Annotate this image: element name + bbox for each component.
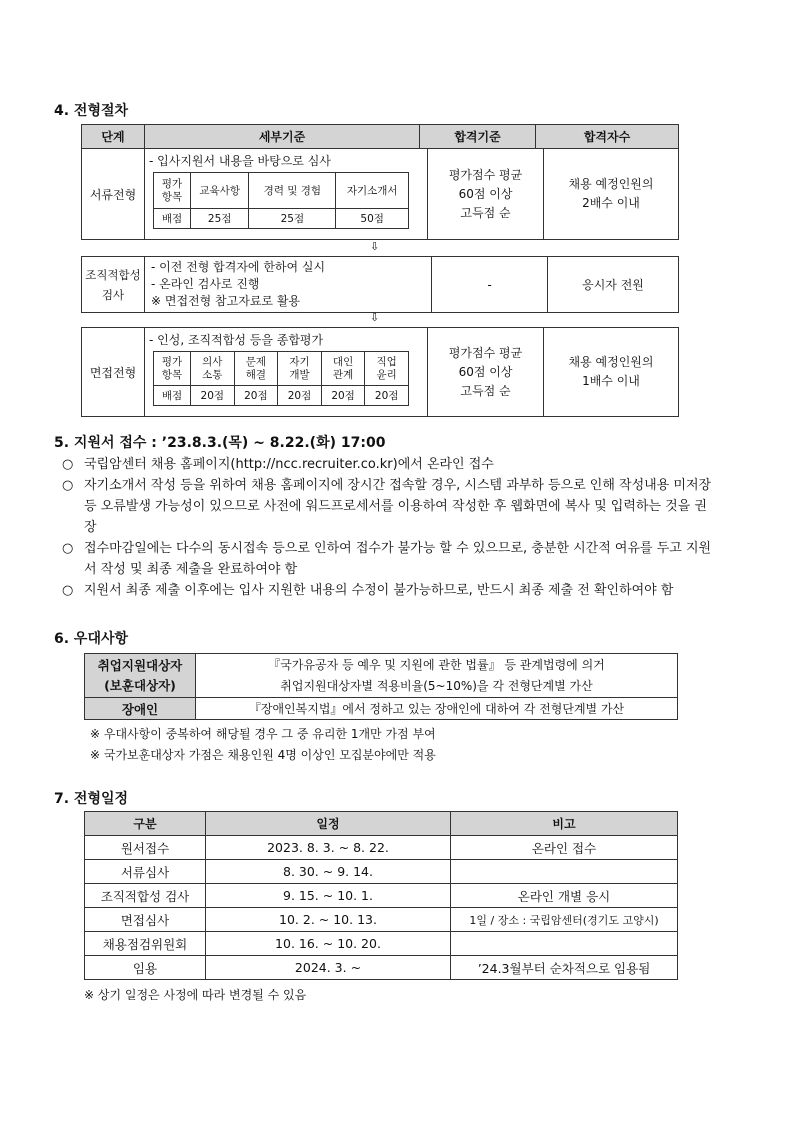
- application-notes-list: [62, 454, 712, 601]
- schedule-date: 2023. 8. 3. ~ 8. 22.: [206, 836, 451, 860]
- stage-interview-desc: - 인성, 조직적합성 등을 종합평가: [149, 333, 324, 347]
- preference-label-disabled: 장애인: [85, 698, 196, 720]
- preference-note: ※ 국가보훈대상자 가점은 채용인원 4명 이상인 모집분야에만 적용: [90, 748, 436, 762]
- stage-document-desc: - 입사지원서 내용을 바탕으로 심사: [149, 154, 331, 168]
- list-item-text: 지원서 최종 제출 이후에는 입사 지원한 내용의 수정이 불가능하므로, 반드시 최종 제출 전 확인하여야 함: [84, 583, 674, 598]
- stage-interview-name: 면접전형: [82, 328, 145, 417]
- schedule-remark: 온라인 접수: [451, 836, 678, 860]
- doc-score: 50점: [336, 209, 409, 229]
- schedule-header-type: 구분: [85, 812, 206, 836]
- int-score-label: 배점: [154, 386, 191, 406]
- table-row: [85, 860, 678, 884]
- preference-table: [84, 653, 678, 720]
- int-item-label: 평가 항목: [154, 352, 191, 386]
- schedule-remark: [451, 932, 678, 956]
- section-7-title: 7. 전형일정: [54, 791, 129, 807]
- circle-bullet-icon: ○: [62, 457, 74, 472]
- preference-label-veterans: 취업지원대상자 (보훈대상자): [85, 654, 196, 698]
- stage-document-detail: [145, 149, 428, 240]
- aptitude-line: - 이전 전형 합격자에 한하여 실시: [151, 260, 326, 274]
- stage-aptitude-count: 응시자 전원: [548, 257, 679, 313]
- section-6-title: 6. 우대사항: [54, 631, 129, 647]
- document-score-table: [153, 172, 409, 229]
- circle-bullet-icon: ○: [62, 478, 74, 493]
- schedule-date: 10. 2. ~ 10. 13.: [206, 908, 451, 932]
- doc-score: 25점: [249, 209, 336, 229]
- table-row: [85, 956, 678, 980]
- list-item-text: 자기소개서 작성 등을 위하여 채용 홈페이지에 장시간 접속할 경우, 시스템 과부하 등으로 인해 작성내용 미저장 등 오류발생 가능성이 있으므로 사전에 워드프로세서를 이용하여 작성한 후 웹화면에 복사 및 입력하는 것을 권장: [84, 478, 712, 535]
- schedule-table: [84, 811, 678, 980]
- schedule-type: 원서접수: [85, 836, 206, 860]
- schedule-header-remark: 비고: [451, 812, 678, 836]
- stage-aptitude-detail: [145, 257, 432, 313]
- interview-score-table: [153, 351, 409, 406]
- list-item: [62, 454, 712, 475]
- stage-interview-detail: [145, 328, 428, 417]
- schedule-date: 2024. 3. ~: [206, 956, 451, 980]
- stage-aptitude-criteria: -: [432, 257, 548, 313]
- stage-interview-row: [81, 327, 679, 417]
- table-row: [85, 836, 678, 860]
- doc-item-label: 평가 항목: [154, 173, 191, 209]
- procedure-header: [81, 124, 679, 149]
- int-score: 20점: [321, 386, 365, 406]
- schedule-remark: [451, 860, 678, 884]
- stage-aptitude-name: 조직적합성 검사: [82, 257, 145, 313]
- schedule-type: 서류심사: [85, 860, 206, 884]
- doc-score: 25점: [191, 209, 249, 229]
- stage-interview-criteria: 평가점수 평균 60점 이상 고득점 순: [428, 328, 544, 417]
- schedule-type: 면접심사: [85, 908, 206, 932]
- stage-document-criteria: 평가점수 평균 60점 이상 고득점 순: [428, 149, 544, 240]
- schedule-remark: 온라인 개별 응시: [451, 884, 678, 908]
- doc-item: 자기소개서: [336, 173, 409, 209]
- list-item: [62, 538, 712, 580]
- section-4-title: 4. 전형절차: [54, 103, 129, 119]
- int-score: 20점: [278, 386, 322, 406]
- preference-notes: [90, 724, 436, 766]
- header-pass-count: 합격자수: [536, 125, 679, 149]
- circle-bullet-icon: ○: [62, 541, 74, 556]
- schedule-date: 10. 16. ~ 10. 20.: [206, 932, 451, 956]
- table-row: [85, 932, 678, 956]
- int-item: 직업 윤리: [365, 352, 409, 386]
- list-item-text[interactable]: 국립암센터 채용 홈페이지(http://ncc.recruiter.co.kr)에서 온라인 접수: [84, 457, 494, 472]
- preference-text-veterans: 『국가유공자 등 예우 및 지원에 관한 법률』 등 관계법령에 의거 취업지원대상자별 적용비율(5~10%)을 각 전형단계별 가산: [196, 654, 678, 698]
- table-row: [85, 908, 678, 932]
- int-score: 20점: [234, 386, 278, 406]
- aptitude-line: - 온라인 검사로 진행: [151, 277, 260, 291]
- doc-item: 경력 및 경험: [249, 173, 336, 209]
- int-item: 자기 개발: [278, 352, 322, 386]
- schedule-type: 채용점검위원회: [85, 932, 206, 956]
- schedule-date: 9. 15. ~ 10. 1.: [206, 884, 451, 908]
- doc-item: 교육사항: [191, 173, 249, 209]
- list-item: [62, 580, 712, 601]
- doc-score-label: 배점: [154, 209, 191, 229]
- schedule-note: ※ 상기 일정은 사정에 따라 변경될 수 있음: [84, 988, 307, 1002]
- schedule-type: 임용: [85, 956, 206, 980]
- int-item: 의사 소통: [191, 352, 235, 386]
- int-item: 대인 관계: [321, 352, 365, 386]
- list-item: [62, 475, 712, 538]
- stage-document-count: 채용 예정인원의 2배수 이내: [544, 149, 679, 240]
- aptitude-line: ※ 면접전형 참고자료로 활용: [151, 294, 301, 308]
- preference-text-disabled: 『장애인복지법』에서 정하고 있는 장애인에 대하여 각 전형단계별 가산: [196, 698, 678, 720]
- header-criteria-detail: 세부기준: [145, 125, 420, 149]
- stage-aptitude-row: [81, 256, 679, 313]
- list-item-text: 접수마감일에는 다수의 동시접속 등으로 인하여 접수가 불가능 할 수 있으므로, 충분한 시간적 여유를 두고 지원서 작성 및 최종 제출을 완료하여야 함: [84, 541, 712, 577]
- schedule-type: 조직적합성 검사: [85, 884, 206, 908]
- circle-bullet-icon: ○: [62, 583, 74, 598]
- header-stage: 단계: [82, 125, 145, 149]
- preference-note: ※ 우대사항이 중복하여 해당될 경우 그 중 유리한 1개만 가점 부여: [90, 727, 436, 741]
- schedule-header-date: 일정: [206, 812, 451, 836]
- schedule-remark: 1일 / 장소 : 국립암센터(경기도 고양시): [451, 908, 678, 932]
- int-score: 20점: [365, 386, 409, 406]
- schedule-date: 8. 30. ~ 9. 14.: [206, 860, 451, 884]
- schedule-remark: ’24.3월부터 순차적으로 임용됨: [451, 956, 678, 980]
- header-pass-criteria: 합격기준: [420, 125, 536, 149]
- table-row: [85, 884, 678, 908]
- down-arrow-icon: ⇩: [370, 311, 380, 324]
- section-5-title: 5. 지원서 접수 : ’23.8.3.(목) ~ 8.22.(화) 17:00: [54, 435, 386, 451]
- int-item: 문제 해결: [234, 352, 278, 386]
- stage-document-name: 서류전형: [82, 149, 145, 240]
- stage-document-row: [81, 148, 679, 240]
- down-arrow-icon: ⇩: [370, 240, 380, 253]
- int-score: 20점: [191, 386, 235, 406]
- stage-interview-count: 채용 예정인원의 1배수 이내: [544, 328, 679, 417]
